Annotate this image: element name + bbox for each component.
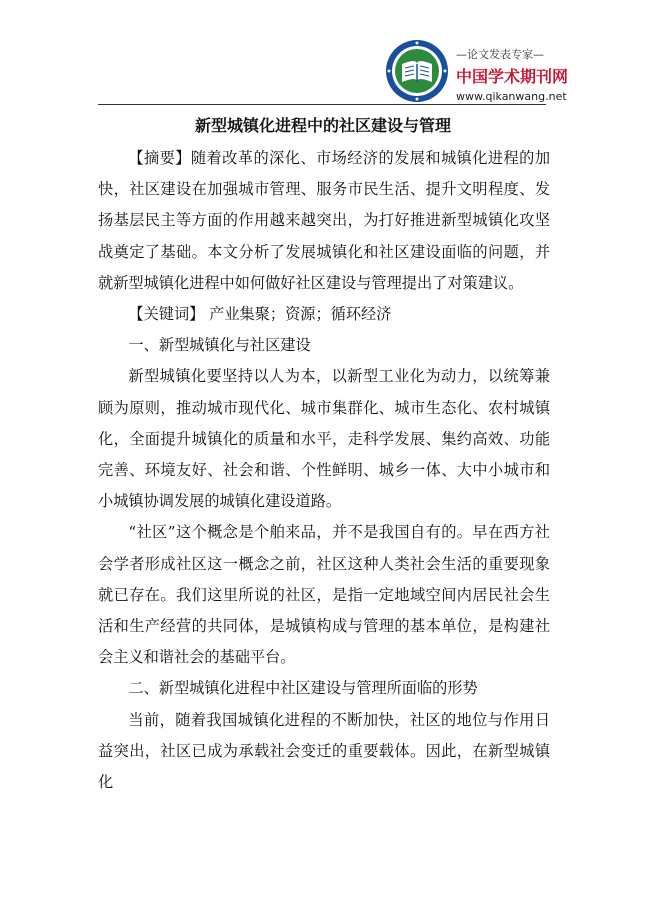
logo-brand: 中国学术期刊网	[456, 67, 569, 86]
document-title: 新型城镇化进程中的社区建设与管理	[194, 116, 451, 135]
body-paragraph: “社区”这个概念是个舶来品，并不是我国自有的。早在西方社会学者形成社区这一概念之前，社区这种人类社会生活的重要现象就已存在。我们这里所说的社区，是指一定地域空间内居民社会生活和生产经营的共同体，是城镇构成与管理的基本单位，是构建社会主义和谐社会的基础平台。	[98, 523, 550, 667]
keywords-text: 产业集聚；资源；循环经济	[204, 305, 392, 324]
journal-logo[interactable]	[384, 36, 569, 106]
body-paragraph: 新型城镇化要坚持以人为本，以新型工业化为动力，以统筹兼顾为原则，推动城市现代化、城市集群化、城市生态化、农村城镇化，全面提升城镇化的质量和水平，走科学发展、集约高效、功能完善、环境友好、社会和谐、个性鲜明、城乡一体、大中小城市和小城镇协调发展的城镇化建设道路。	[98, 367, 550, 511]
section-heading: 一、新型城镇化与社区建设	[128, 336, 311, 355]
globe-book-icon	[384, 38, 450, 104]
document-body	[98, 143, 550, 798]
abstract-label: 【摘要】	[128, 149, 191, 167]
section-heading: 二、新型城镇化进程中社区建设与管理所面临的形势	[128, 679, 478, 698]
abstract-paragraph	[98, 143, 550, 299]
abstract-text: 随着改革的深化、市场经济的发展和城镇化进程的加快，社区建设在加强城市管理、服务市民生活、提升文明程度、发扬基层民主等方面的作用越来越突出，为打好推进新型城镇化攻坚战奠定了基础。本文分析了发展城镇化和社区建设面临的问题，并就新型城镇化进程中如何做好社区建设与管理提出了对策建议。	[98, 149, 551, 292]
keywords-paragraph	[98, 299, 550, 330]
logo-url[interactable]: www.qikanwang.net	[456, 90, 567, 103]
logo-tagline: —论文发表专家—	[456, 48, 544, 61]
header-divider	[98, 104, 546, 105]
keywords-label: 【关键词】	[128, 305, 205, 324]
body-paragraph: 当前，随着我国城镇化进程的不断加快，社区的地位与作用日益突出，社区已成为承载社会变迁的重要载体。因此，在新型城镇化	[98, 710, 550, 792]
